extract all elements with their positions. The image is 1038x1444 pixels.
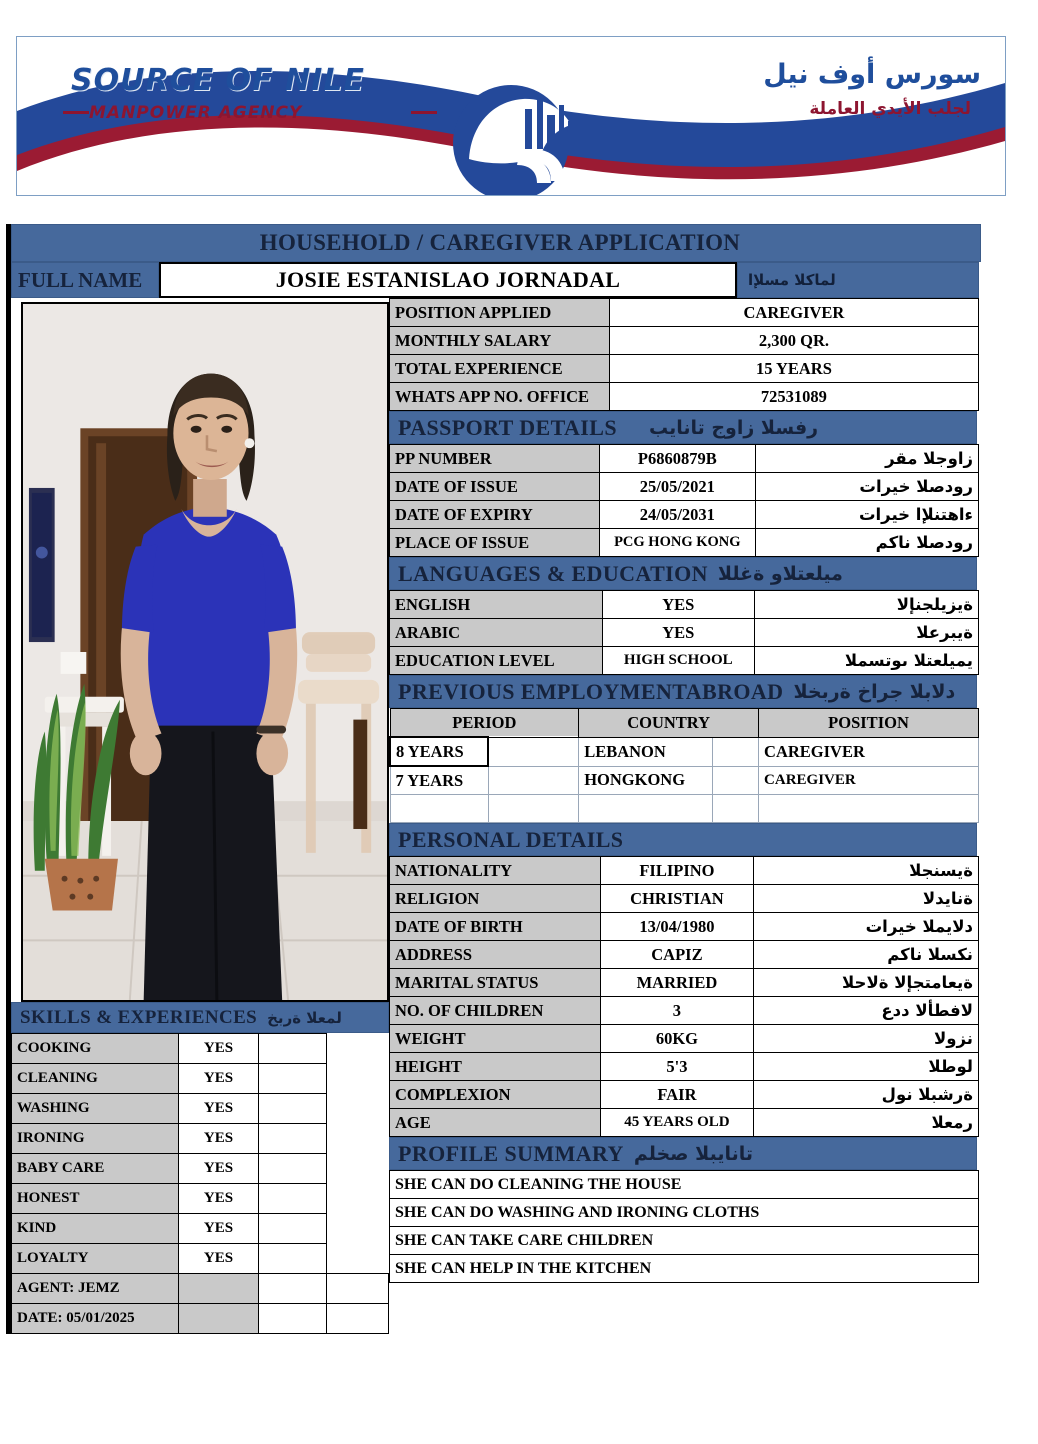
brand-rule-right [411, 111, 437, 114]
employment-position[interactable]: CAREGIVER [759, 766, 979, 795]
skill-value[interactable]: YES [178, 1094, 258, 1124]
table-row [390, 1053, 979, 1081]
brand-name: SOURCE OF NILE [71, 63, 365, 98]
full-name-row [11, 262, 979, 298]
summary-line: SHE CAN HELP IN THE KITCHEN [390, 1255, 979, 1283]
monthly-salary-value[interactable]: 2,300 QR. [609, 327, 978, 355]
pp-number-arabic: زاوجلا مقر [755, 445, 978, 473]
skill-label: IRONING [12, 1124, 179, 1154]
complexion-arabic: ةرشبلا نول [753, 1081, 978, 1109]
date-of-issue-label: DATE OF ISSUE [390, 473, 600, 501]
passport-header-arabic: رفسلا زاوج تانايب [648, 416, 819, 439]
weight-arabic: نزولا [753, 1025, 978, 1053]
weight-label: WEIGHT [390, 1025, 601, 1053]
employment-country[interactable]: LEBANON [579, 737, 713, 766]
table-row [390, 299, 979, 327]
full-name-value[interactable]: JOSIE ESTANISLAO JORNADAL [159, 262, 737, 298]
date-of-birth-value[interactable]: 13/04/1980 [601, 913, 753, 941]
age-value[interactable]: 45 YEARS OLD [601, 1109, 753, 1137]
table-row [12, 1214, 389, 1244]
skill-label: WASHING [12, 1094, 179, 1124]
form-main-columns [11, 298, 979, 1334]
employment-country[interactable]: HONGKONG [579, 766, 713, 795]
table-row [390, 473, 979, 501]
form-body [6, 224, 987, 1334]
place-of-issue-label: PLACE OF ISSUE [390, 529, 600, 557]
brand-tagline: MANPOWER AGENCY [89, 103, 303, 123]
skill-label: CLEANING [12, 1064, 179, 1094]
religion-arabic: ةنايدلا [753, 885, 978, 913]
skill-spacer [259, 1094, 327, 1124]
profile-summary-table [389, 1170, 979, 1283]
table-row [390, 969, 979, 997]
full-name-label: FULL NAME [11, 262, 159, 298]
brand-rule-left [63, 111, 89, 114]
children-label: NO. OF CHILDREN [390, 997, 601, 1025]
table-row [12, 1154, 389, 1184]
summary-line: SHE CAN DO CLEANING THE HOUSE [390, 1171, 979, 1199]
date-of-birth-label: DATE OF BIRTH [390, 913, 601, 941]
education-level-arabic: يميلعتلا ىوتسملا [755, 647, 979, 675]
personal-details-table [389, 856, 979, 1137]
table-row [390, 1171, 979, 1199]
employment-country[interactable] [579, 795, 713, 823]
english-label: ENGLISH [390, 591, 603, 619]
brand-tagline-arabic: لجلب الأيدي العاملة [809, 99, 971, 119]
applicant-photo-graphic [23, 304, 387, 1000]
age-label: AGE [390, 1109, 601, 1137]
date-row [12, 1304, 389, 1334]
children-arabic: لافطألا ددع [753, 997, 978, 1025]
agent-blank[interactable] [259, 1274, 327, 1304]
employment-section-header [389, 675, 977, 708]
table-row [390, 591, 979, 619]
table-row [390, 1081, 979, 1109]
skills-table [11, 1033, 389, 1334]
skill-label: BABY CARE [12, 1154, 179, 1184]
skill-label: KIND [12, 1214, 179, 1244]
date-of-expiry-value[interactable]: 24/05/2031 [599, 501, 755, 529]
skill-spacer [259, 1244, 327, 1274]
arabic-label: ARABIC [390, 619, 603, 647]
date-of-issue-arabic: رودصلا خيرات [755, 473, 978, 501]
skill-label: LOYALTY [12, 1244, 179, 1274]
table-row [390, 445, 979, 473]
total-experience-label: TOTAL EXPERIENCE [390, 355, 610, 383]
marital-status-arabic: ةيعامتجإلا ةلاحلا [753, 969, 978, 997]
table-row [390, 997, 979, 1025]
table-row [390, 619, 979, 647]
table-row [390, 501, 979, 529]
page-title: HOUSEHOLD / CAREGIVER APPLICATION [259, 230, 741, 255]
languages-table [389, 590, 979, 675]
employment-table [389, 708, 979, 823]
employment-position[interactable]: CAREGIVER [759, 737, 979, 766]
table-row [390, 913, 979, 941]
skill-spacer [259, 1034, 327, 1064]
height-label: HEIGHT [390, 1053, 601, 1081]
marital-status-label: MARITAL STATUS [390, 969, 601, 997]
company-letterhead [16, 36, 1006, 196]
table-row [12, 1184, 389, 1214]
column-header-period: PERIOD [390, 709, 579, 738]
skills-header-label: SKILLS & EXPERIENCES [20, 1006, 258, 1028]
agent-blank-2 [326, 1274, 388, 1304]
skill-value[interactable]: YES [178, 1244, 258, 1274]
place-of-issue-arabic: رودصلا ناكم [755, 529, 978, 557]
personal-header-label: PERSONAL DETAILS [398, 826, 624, 852]
education-level-label: EDUCATION LEVEL [390, 647, 603, 675]
education-level-value[interactable]: HIGH SCHOOL [602, 647, 754, 675]
skill-value[interactable]: YES [178, 1214, 258, 1244]
table-row [390, 1199, 979, 1227]
form-date: DATE: 05/01/2025 [12, 1304, 179, 1334]
table-row [390, 1109, 979, 1137]
height-value[interactable]: 5'3 [601, 1053, 753, 1081]
table-row [390, 857, 979, 885]
table-row [390, 383, 979, 411]
left-column [11, 298, 389, 1334]
full-name-label-arabic: لماكلا مسلإا [737, 262, 979, 298]
summary-line: SHE CAN DO WASHING AND IRONING CLOTHS [390, 1199, 979, 1227]
employment-position[interactable] [759, 795, 979, 823]
employment-header-arabic: دلابلا جراخ ةربخلا [793, 680, 956, 703]
skill-spacer [259, 1064, 327, 1094]
table-row [390, 1255, 979, 1283]
address-value[interactable]: CAPIZ [601, 941, 753, 969]
date-spacer [178, 1304, 258, 1334]
table-row [12, 1244, 389, 1274]
skills-section-header [11, 1002, 389, 1033]
applicant-photo [21, 302, 389, 1002]
nationality-value[interactable]: FILIPINO [601, 857, 753, 885]
table-row [390, 327, 979, 355]
employment-country-pad [713, 766, 759, 795]
table-header-row [390, 709, 979, 738]
complexion-label: COMPLEXION [390, 1081, 601, 1109]
agent-name: AGENT: JEMZ [12, 1274, 179, 1304]
nationality-arabic: ةيسنجلا [753, 857, 978, 885]
position-applied-label: POSITION APPLIED [390, 299, 610, 327]
monthly-salary-label: MONTHLY SALARY [390, 327, 610, 355]
column-header-country: COUNTRY [579, 709, 759, 738]
skill-spacer [259, 1214, 327, 1244]
profile-summary-header-arabic: تانايبلا صخلم [633, 1142, 754, 1165]
pp-number-value[interactable]: P6860879B [599, 445, 755, 473]
skill-value[interactable]: YES [178, 1034, 258, 1064]
form-title-bar [11, 224, 981, 262]
table-row [390, 941, 979, 969]
languages-header-label: LANGUAGES & EDUCATION [398, 560, 708, 586]
employment-period-pad [488, 795, 579, 823]
table-row [390, 1227, 979, 1255]
employment-header-label: PREVIOUS EMPLOYMENTABROAD [398, 678, 784, 704]
table-row [12, 1094, 389, 1124]
english-arabic: ةيزيلجنإلا [755, 591, 979, 619]
agent-row [12, 1274, 389, 1304]
whatsapp-value[interactable]: 72531089 [609, 383, 978, 411]
complexion-value[interactable]: FAIR [601, 1081, 753, 1109]
summary-line: SHE CAN TAKE CARE CHILDREN [390, 1227, 979, 1255]
date-of-expiry-arabic: ءاهتنلإا خيرات [755, 501, 978, 529]
skill-spacer [259, 1124, 327, 1154]
employment-period[interactable]: 8 YEARS [390, 737, 488, 766]
table-row [12, 1034, 389, 1064]
profile-summary-section-header [389, 1137, 977, 1170]
height-arabic: لوطلا [753, 1053, 978, 1081]
skill-value[interactable]: YES [178, 1124, 258, 1154]
skill-spacer [259, 1154, 327, 1184]
table-row [12, 1124, 389, 1154]
skill-spacer [259, 1184, 327, 1214]
passport-section-header [389, 411, 977, 444]
date-of-issue-value[interactable]: 25/05/2021 [599, 473, 755, 501]
profile-summary-header-label: PROFILE SUMMARY [398, 1140, 624, 1166]
table-row [12, 1064, 389, 1094]
position-applied-value[interactable]: CAREGIVER [609, 299, 978, 327]
skill-value[interactable]: YES [178, 1184, 258, 1214]
arabic-value[interactable]: YES [602, 619, 754, 647]
children-value[interactable]: 3 [601, 997, 753, 1025]
employment-period-pad [488, 766, 579, 795]
passport-header-label: PASSPORT DETAILS [398, 414, 617, 440]
total-experience-value[interactable]: 15 YEARS [609, 355, 978, 383]
skill-label: HONEST [12, 1184, 179, 1214]
nationality-label: NATIONALITY [390, 857, 601, 885]
table-row [390, 795, 979, 823]
employment-country-pad [713, 737, 759, 766]
address-label: ADDRESS [390, 941, 601, 969]
employment-country-pad [713, 795, 759, 823]
religion-label: RELIGION [390, 885, 601, 913]
personal-section-header [389, 823, 977, 856]
table-row [390, 885, 979, 913]
top-details-table [389, 298, 979, 411]
marital-status-value[interactable]: MARRIED [601, 969, 753, 997]
place-of-issue-value[interactable]: PCG HONG KONG [599, 529, 755, 557]
table-row [390, 766, 979, 795]
brand-name-arabic: سورس أوف نيل [763, 59, 981, 90]
whatsapp-label: WHATS APP NO. OFFICE [390, 383, 610, 411]
column-header-position: POSITION [759, 709, 979, 738]
date-of-expiry-label: DATE OF EXPIRY [390, 501, 600, 529]
date-blank-2 [326, 1304, 388, 1334]
employment-period-pad [488, 737, 579, 766]
passport-table [389, 444, 979, 557]
arabic-arabic: ةيبرعلا [755, 619, 979, 647]
skills-header-arabic: لمعلا ةربخ [267, 1008, 342, 1027]
weight-value[interactable]: 60KG [601, 1025, 753, 1053]
agent-spacer [178, 1274, 258, 1304]
languages-section-header [389, 557, 977, 590]
skill-value[interactable]: YES [178, 1154, 258, 1184]
table-row [390, 355, 979, 383]
skill-value[interactable]: YES [178, 1064, 258, 1094]
table-row [390, 529, 979, 557]
table-row [390, 737, 979, 766]
skill-label: COOKING [12, 1034, 179, 1064]
right-column [389, 298, 979, 1283]
pp-number-label: PP NUMBER [390, 445, 600, 473]
table-row [390, 647, 979, 675]
religion-value[interactable]: CHRISTIAN [601, 885, 753, 913]
date-of-birth-arabic: دلايملا خيرات [753, 913, 978, 941]
table-row [390, 1025, 979, 1053]
employment-period[interactable]: 7 YEARS [390, 766, 488, 795]
employment-period[interactable] [390, 795, 488, 823]
date-blank[interactable] [259, 1304, 327, 1334]
languages-header-arabic: ميلعتلاو ةغللا [717, 562, 843, 585]
age-arabic: رمعلا [753, 1109, 978, 1137]
address-arabic: نكسلا ناكم [753, 941, 978, 969]
english-value[interactable]: YES [602, 591, 754, 619]
